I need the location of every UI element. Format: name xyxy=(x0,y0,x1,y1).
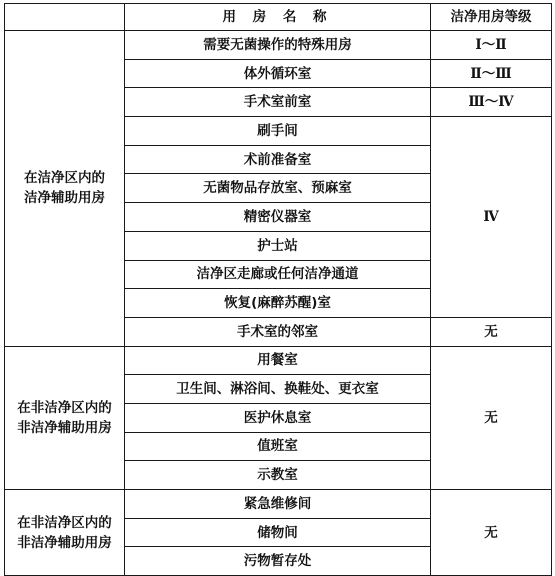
table-row xyxy=(5,346,552,375)
room-name-cell: 无菌物品存放室、预麻室 xyxy=(125,174,431,203)
table-row xyxy=(5,31,552,60)
room-name-cell: 术前准备室 xyxy=(125,145,431,174)
room-name-cell: 体外循环室 xyxy=(125,59,431,88)
category-cell xyxy=(5,490,125,576)
category-cell xyxy=(5,31,125,347)
room-name-cell: 医护休息室 xyxy=(125,403,431,432)
category-label: 在非洁净区内的 非洁净辅助用房 xyxy=(17,399,112,436)
grade-cell: 无 xyxy=(431,317,552,346)
room-name-cell: 储物间 xyxy=(125,518,431,547)
room-name-cell: 手术室的邻室 xyxy=(125,317,431,346)
header-category xyxy=(5,4,125,31)
category-label: 在洁净区内的 洁净辅助用房 xyxy=(24,170,105,207)
table-header-row xyxy=(5,4,552,31)
room-name-cell: 卫生间、淋浴间、换鞋处、更衣室 xyxy=(125,375,431,404)
header-clean-grade: 洁净用房等级 xyxy=(431,4,552,31)
grade-cell: Ⅰ～Ⅱ xyxy=(431,31,552,60)
grade-cell-merged: 无 xyxy=(431,346,552,489)
room-name-cell: 护士站 xyxy=(125,231,431,260)
grade-cell: Ⅱ～Ⅲ xyxy=(431,59,552,88)
room-name-cell: 手术室前室 xyxy=(125,88,431,117)
room-name-cell: 需要无菌操作的特殊用房 xyxy=(125,31,431,60)
room-name-cell: 洁净区走廊或任何洁净通道 xyxy=(125,260,431,289)
category-cell xyxy=(5,346,125,489)
room-name-cell: 污物暂存处 xyxy=(125,547,431,576)
grade-cell: Ⅲ～Ⅳ xyxy=(431,88,552,117)
room-name-cell: 示教室 xyxy=(125,461,431,490)
room-name-cell: 精密仪器室 xyxy=(125,203,431,232)
room-grade-table xyxy=(4,3,552,576)
header-room-name: 用 房 名 称 xyxy=(125,4,431,31)
room-name-cell: 用餐室 xyxy=(125,346,431,375)
room-name-cell: 紧急维修间 xyxy=(125,490,431,519)
table-row xyxy=(5,490,552,519)
grade-cell-merged: Ⅳ xyxy=(431,117,552,318)
room-name-cell: 刷手间 xyxy=(125,117,431,146)
room-name-cell: 值班室 xyxy=(125,432,431,461)
grade-cell-merged: 无 xyxy=(431,490,552,576)
room-name-cell: 恢复(麻醉苏醒)室 xyxy=(125,289,431,318)
category-label: 在非洁净区内的 非洁净辅助用房 xyxy=(17,514,112,551)
